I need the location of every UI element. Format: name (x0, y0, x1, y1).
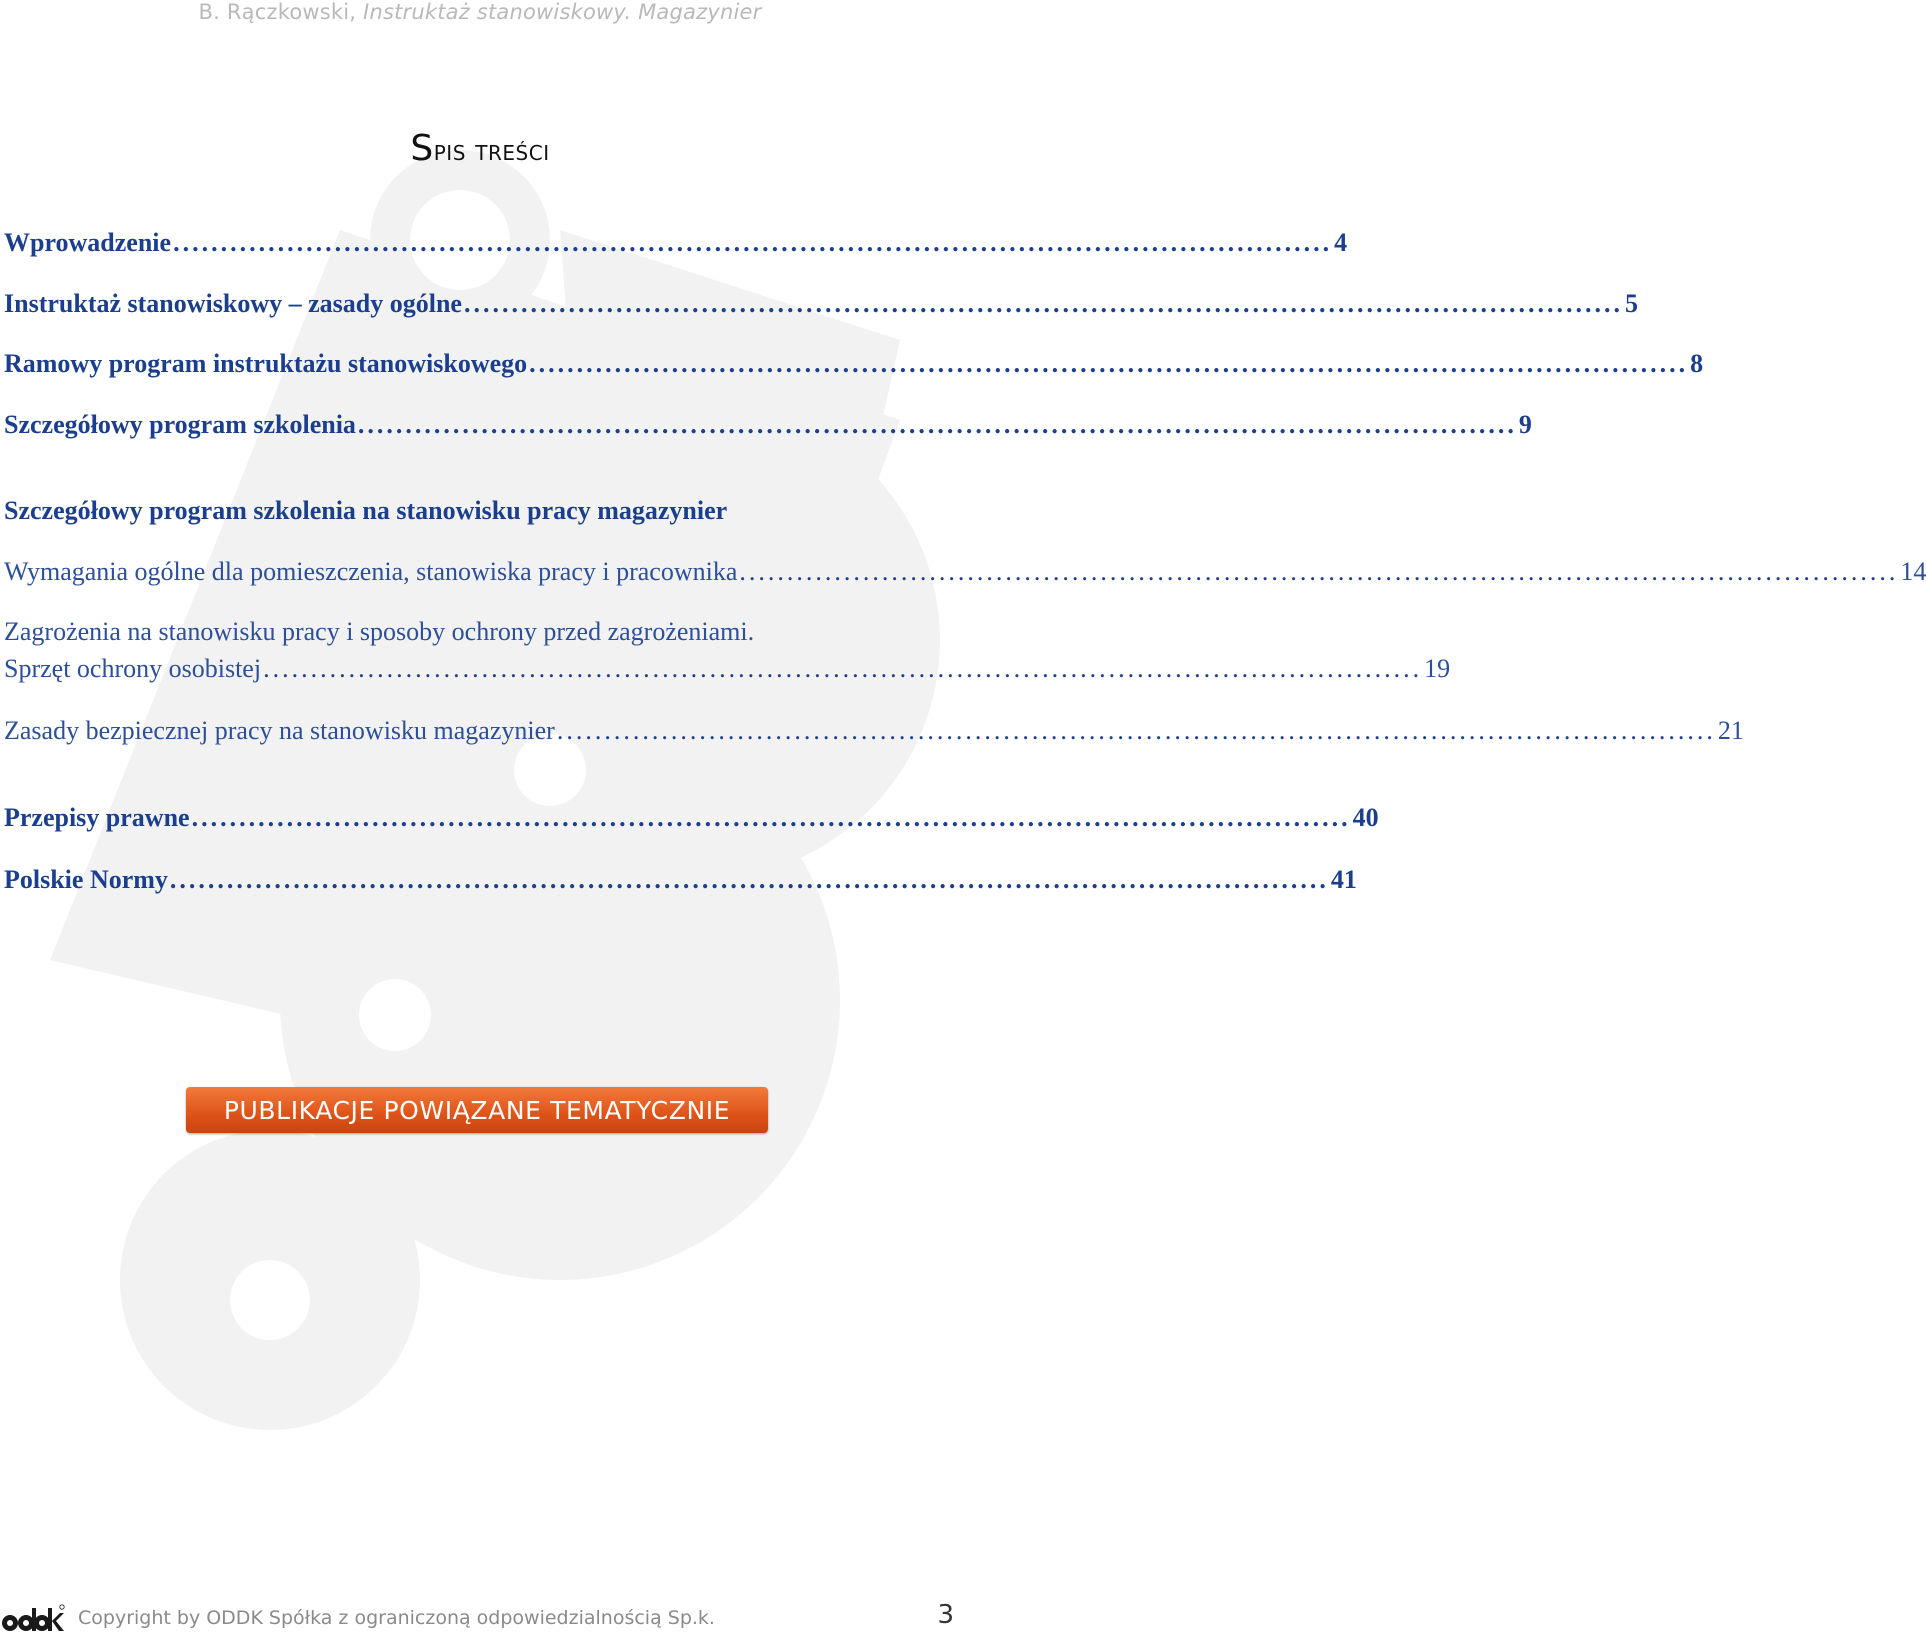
related-publications-button[interactable] (186, 1087, 768, 1133)
dot-leader: .......................................................................................................................... (169, 865, 1329, 894)
toc-entry-label: Przepisy prawne (4, 803, 190, 832)
toc-entry-page: 14 (1900, 557, 1926, 586)
dot-leader: .......................................................................................................................... (263, 654, 1423, 683)
header-author: B. Rączkowski, (198, 0, 364, 24)
toc-entry-page: 8 (1690, 349, 1704, 378)
toc-title-cap: S (410, 128, 434, 169)
toc-subentry-wymagania[interactable] (4, 555, 1926, 589)
dot-leader: .......................................................................................................................... (529, 349, 1689, 378)
toc-entry-label: Zasady bezpiecznej pracy na stanowisku magazynier (4, 716, 555, 745)
toc-entry-label: Instruktaż stanowiskowy – zasady ogólne (4, 289, 462, 318)
toc-entry-instruktaz-zasady[interactable] (4, 287, 1638, 321)
toc-entry-ramowy-program[interactable] (4, 347, 1704, 381)
toc-entry-label: Ramowy program instruktażu stanowiskowego (4, 349, 528, 378)
dot-leader: .......................................................................................................................... (357, 410, 1517, 439)
related-publications-label: PUBLIKACJE POWIĄZANE TEMATYCZNIE (223, 1095, 731, 1125)
toc-entry-szczegolowy-program[interactable] (4, 408, 1532, 442)
toc-entry-page: 9 (1518, 410, 1532, 439)
toc-entry-label: Wprowadzenie (4, 228, 172, 257)
toc-subentry-zagrozenia-line1[interactable]: Zagrożenia na stanowisku pracy i sposoby ochrony przed zagrożeniami. (4, 617, 755, 646)
toc-entry-label: Sprzęt ochrony osobistej (4, 654, 262, 683)
dot-leader: .......................................................................................................................... (173, 228, 1333, 257)
page-number: 3 (937, 1600, 954, 1630)
toc-title (0, 128, 960, 169)
toc-entry-page: 41 (1330, 865, 1357, 894)
toc-entry-page: 4 (1334, 228, 1348, 257)
running-header (0, 0, 960, 24)
toc-entry-page: 40 (1352, 803, 1379, 832)
toc-subentry-zasady-pracy[interactable] (4, 714, 1744, 748)
dot-leader: .......................................................................................................................... (463, 289, 1623, 318)
toc-entry-label: Polskie Normy (4, 865, 168, 894)
oddk-logo-icon (0, 1604, 66, 1634)
toc-section-heading: Szczegółowy program szkolenia na stanowisku pracy magazynier (4, 496, 728, 525)
toc-entry-page: 19 (1424, 654, 1451, 683)
toc-entry-wprowadzenie[interactable] (4, 226, 1348, 260)
dot-leader: .......................................................................................................................... (191, 803, 1351, 832)
toc-entry-label: Szczegółowy program szkolenia (4, 410, 356, 439)
toc-entry-page: 21 (1717, 716, 1744, 745)
toc-subentry-sprzet[interactable] (4, 652, 1451, 686)
toc-entry-przepisy[interactable] (4, 801, 1379, 835)
toc-entry-label: Wymagania ogólne dla pomieszczenia, stanowiska pracy i pracownika (4, 557, 738, 586)
header-title: Instruktaż stanowiskowy. Magazynier (363, 0, 762, 24)
toc-entry-page: 5 (1624, 289, 1638, 318)
toc-title-rest: pis treści (433, 134, 550, 167)
dot-leader: .......................................................................................................................... (739, 557, 1899, 586)
footer-copyright: Copyright by ODDK Spółka z ograniczoną odpowiedzialnością Sp.k. (78, 1607, 715, 1629)
toc-entry-normy[interactable] (4, 863, 1357, 897)
dot-leader: .......................................................................................................................... (556, 716, 1716, 745)
